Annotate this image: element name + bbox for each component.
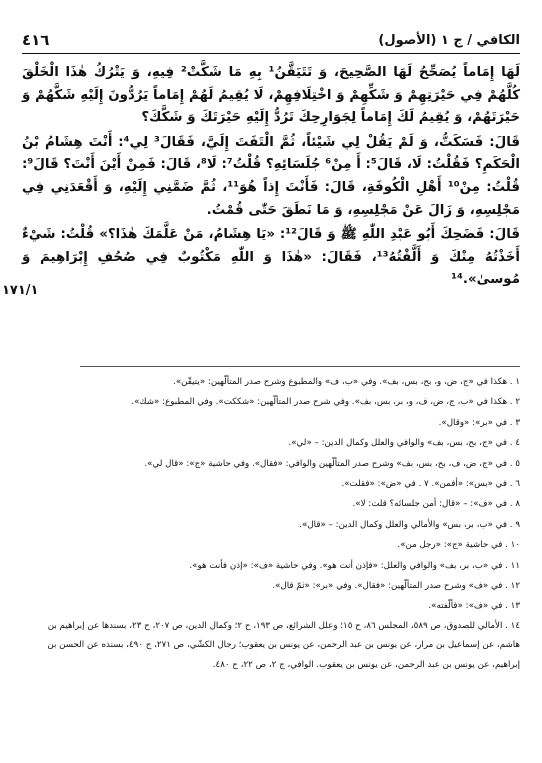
footnote: ١٠ . في حاشية «ج»: «رجل من».: [397, 540, 520, 551]
paragraph: قَالَ: فَسَكَتُّ، وَ لَمْ يَقُلْ لِي شَيْئاً، ثُمَّ الْتَفَتَ إِلَيَّ، فَقَالَ³ لِي⁴: أَنْتَ هِشَامُ بْنُ الْحَكَمِ؟ فَقُلْتُ: لَا، قَالَ⁵: أَ مِنْ⁶ جُلَسَائِهِ؟ قُلْتُ⁷: لَا⁸، قَالَ: فَمِنْ أَيْنَ أَنْتَ؟ قَالَ⁹: قُلْتُ: مِنْ¹⁰ أَهْلِ الْكُوفَةِ، قَالَ: فَأَنْتَ إِذاً هُوَ¹¹، ثُمَّ ضَمَّنِي إِلَيْهِ، وَ أَقْعَدَنِي فِي مَجْلِسِهِ، وَ زَالَ عَنْ مَجْلِسِهِ، وَ مَا نَطَقَ حَتّٰى قُمْتُ.: [22, 134, 521, 218]
footnote: ١٣ . في «ف»: «فألّفته».: [428, 601, 520, 612]
footnote: ٤ . في «ج، بح، بس، بف» والوافي والعلل وكمال الدين: – «لي».: [288, 438, 520, 449]
footnote: ٥ . في «ج، ض، ف، بح، بس، بف» وشرح صدر المتألّهين والوافي: «فقال». وفي حاشية «ج»: «قال لي».: [144, 458, 520, 469]
footnote: ٩ . في «ب، بر، بس» والأمالي والعلل وكمال الدين: – «قال».: [299, 519, 520, 530]
paragraph: لَهَا إِمَاماً يُصَحِّحُ لَهَا الصَّحِيحَ، وَ تَتَيَقَّنُ¹ بِهِ مَا شَكَّتْ² فِيهِ، وَ يَتْرُكُ هٰذَا الْخَلْقَ كُلَّهُمْ فِي حَيْرَتِهِمْ وَ شَكِّهِمْ وَ اخْتِلَافِهِمْ، لَا يُقِيمُ لَهُمْ إِمَاماً يَرُدُّونَ إِلَيْهِ شَكَّهُمْ وَ حَيْرَتَهُمْ، وَ يُقِيمُ لَكَ إِمَاماً لِجَوَارِحِكَ تَرُدُّ إِلَيْهِ حَيْرَتَكَ وَ شَكَّكَ؟: [22, 65, 520, 126]
main-text: [22, 62, 520, 292]
page-number: ٤١٦: [22, 31, 50, 49]
footnote: ٨ . في «ف»: – «قال: أمن جلسائه؟ قلت: لا».: [352, 499, 520, 510]
footnote-divider: [80, 366, 520, 367]
footnote: ١٢ . في «ف» وشرح صدر المتألّهين: «فقال». وفي «بر»: «ثمّ قال».: [272, 581, 520, 592]
footnote: ١١ . في «ب، بر، بف» والوافي والعلل: «فإذن أنت هو». وفي حاشية «ف»: «إذن فأنت هو».: [189, 560, 520, 571]
footnote: ١ . هكذا في «ج، ض، و، بح، بس، بف». وفي «ب، ف» والمطبوع وشرح صدر المتألّهين: «يتيقّن».: [173, 377, 520, 387]
hadith-margin-number: ١٧١/١: [2, 283, 39, 298]
footnote: ٣ . في «بر»: «وقال».: [438, 417, 520, 428]
footnotes: [22, 372, 520, 675]
header-rule: [22, 53, 520, 54]
footnote: ٢ . هكذا في «ب، ج، ض، ف، و، بر، بس، بف». وفي شرح صدر المتألّهين: «شككت». وفي المطبوع: «شك».: [131, 397, 520, 408]
running-head: الكافي / ج ١ (الأصول): [378, 32, 520, 48]
footnote: ٦ . في «بس»: «أفمن». ٧ . في «ض»: «فقلت».: [341, 479, 520, 490]
footnote: ١٤ . الأمالي للصدوق، ص ٥٨٩، المجلس ٨٦، ح ١٥؛ وعلل الشرائع، ص ١٩٣، ح ٢؛ وكمال الدين، ص ٢٠٧، ح ٢٣، بسندها عن إبراهيم بن هاشم، عن إسماعيل بن مرار، عن يونس بن عبد الرحمن، عن يونس بن يعقوب؛ رجال الكشّي، ص ٢٧١، ح ٤٩٠، بسنده عن الحسن بن إبراهيم، عن يونس بن عبد الرحمن، عن يونس بن يعقوب. الوافي، ج ٢، ص ٢٢، ح ٤٨٠.: [47, 620, 520, 670]
page-header: [22, 30, 520, 50]
paragraph: قَالَ: فَضَحِكَ أَبُو عَبْدِ اللّٰهِ ﷺ وَ قَالَ¹²: «يَا هِشَامُ، مَنْ عَلَّمَكَ هٰذَا؟» قُلْتُ: شَيْءٌ أَخَذْتُهُ مِنْكَ وَ أَلَّفْتُهُ¹³، فَقَالَ: «هٰذَا وَ اللّٰهِ مَكْتُوبٌ فِي صُحُفِ إِبْرَاهِيمَ وَ مُوسىٰ».¹⁴: [22, 227, 520, 288]
